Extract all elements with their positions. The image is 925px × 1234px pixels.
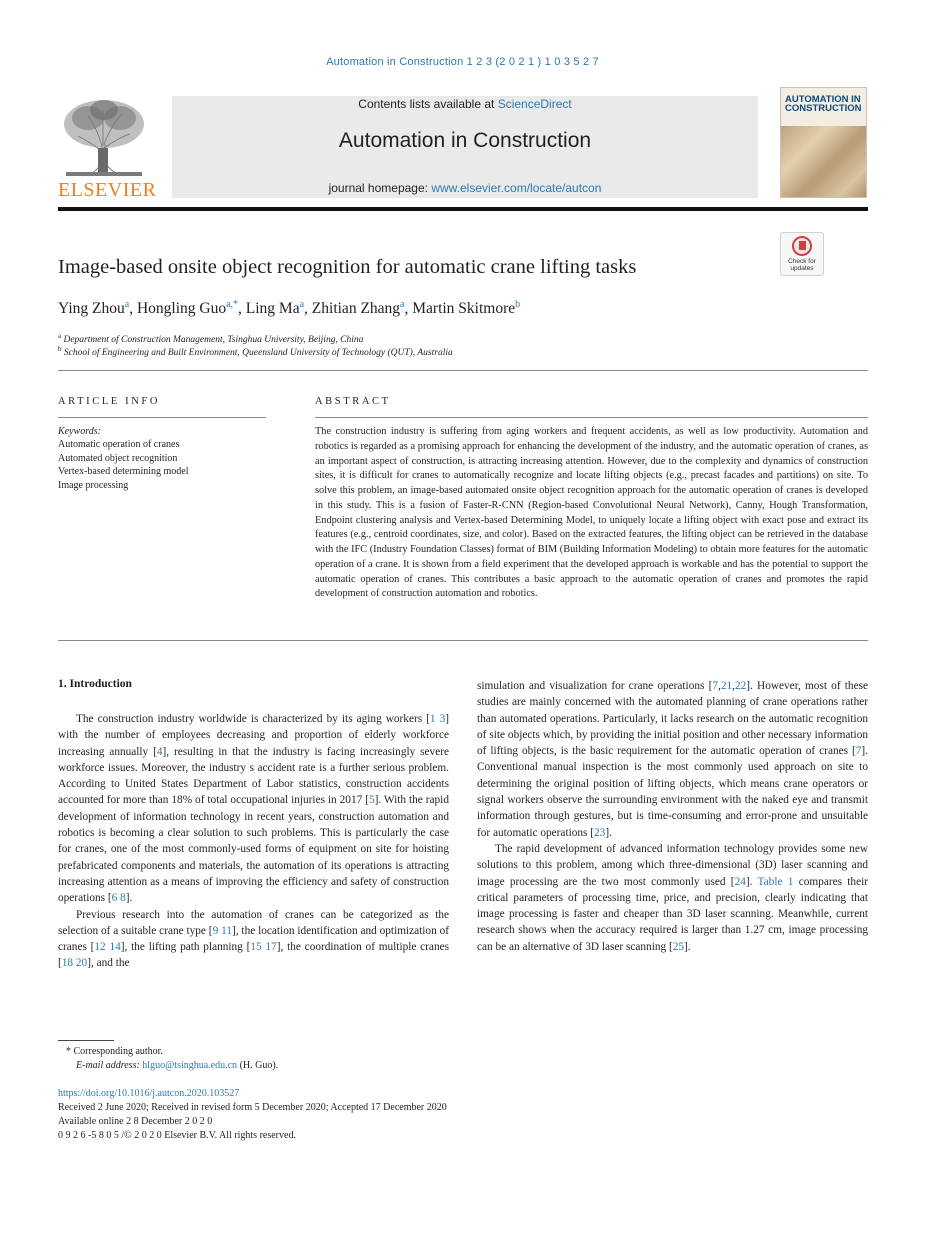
article-info-heading: ARTICLE INFO: [58, 396, 161, 407]
citation-link[interactable]: 7: [855, 745, 862, 758]
author[interactable]: Ying Zhou$^a$: [58, 299, 130, 317]
journal-banner: [172, 96, 758, 198]
email-link[interactable]: hlguo@tsinghua.edu.cn: [142, 1060, 238, 1071]
citation-link[interactable]: 22: [734, 680, 747, 692]
received-dates: Received 2 June 2020; Received in revised form 5 December 2020; Accepted 17 December 2020: [58, 1102, 447, 1113]
article-title: Image-based onsite object recognition for automatic crane lifting tasks: [58, 256, 637, 278]
keywords-block: [58, 425, 268, 492]
copyright: 0 9 2 6 -5 8 0 5 /© 2 0 2 0 Elsevier B.V. All rights reserved.: [58, 1130, 296, 1141]
badge-line1: Check for: [788, 258, 816, 265]
abstract-bottom-divider: [58, 640, 868, 641]
citation-link[interactable]: 15 17: [250, 941, 277, 954]
author[interactable]: Martin Skitmore$^b$: [412, 299, 521, 317]
elsevier-tree-icon: [58, 96, 150, 178]
email-line: [76, 1059, 278, 1073]
citation-link[interactable]: 21: [720, 680, 733, 692]
citation-link[interactable]: 18 20: [61, 957, 88, 970]
journal-reference-link[interactable]: Automation in Construction 1 2 3 (2 0 2 1 ) 1 0 3 5 2 7: [326, 56, 599, 68]
homepage-line: [172, 181, 758, 195]
body-column-left: [58, 711, 449, 972]
keyword[interactable]: Image processing: [58, 479, 129, 491]
citation-link[interactable]: Table 1: [757, 875, 794, 888]
cover-title-line2: CONSTRUCTION: [785, 103, 862, 114]
citation-link[interactable]: 7: [712, 680, 719, 692]
affiliation: $^b$ School of Engineering and Built Environment, Queensland University of Technology (QUT), Australia: [58, 345, 453, 358]
keyword[interactable]: Vertex-based determining model: [58, 466, 189, 478]
author-list: Ying Zhou$^a$, Hongling Guo$^{a,*}$, Ling Ma$^a$, Zhitian Zhang$^a$, Martin Skitmore$^b$: [58, 299, 521, 317]
journal-cover-thumbnail[interactable]: [780, 87, 867, 198]
affiliation: $^a$ Department of Construction Management, Tsinghua University, Beijing, China: [58, 332, 364, 345]
author[interactable]: Zhitian Zhang$^a$: [311, 299, 405, 317]
author[interactable]: Ling Ma$^a$: [245, 299, 305, 317]
paragraph: The rapid development of advanced information technology provides some new solutions to this problem, among which three-dimensional (3D) laser scanning and image processing are the two most commonly used [24]. Table 1 compares their critical parameters of processing time, price, and precision, clearly indicating that image processing is faster and cheaper than 3D laser scanning. Meanwhile, current research shows when the accuracy required is larger than 1.27 cm, image processing can be an alternative of 3D laser scanning [25].: [477, 842, 868, 953]
section-heading-introduction: 1. Introduction: [58, 678, 132, 690]
paragraph: The construction industry worldwide is characterized by its aging workers [1 3] with the number of employees decreasing and proportion of elderly workforce increasing annually [4], resulting in that the industry is facing increasingly severe workforce issues. Moreover, the industry s accident rate is a further serious problem. According to United States Department of Labor statistics, construction accidents accounted for more than 18% of total occupational injuries in 2017 [5]. With the rapid development of information technology in recent years, construction automation and robotics is becoming a clear solution to such problems. This is particularly the case for cranes, one of the most commonly-used forms of equipment on site for hoisting prefabricated components and materials, the automation of its operations is attracting increasing attention as a means of improving the efficiency and safety of construction operations [6 8].: [58, 713, 449, 905]
paragraph: simulation and visualization for crane operations [7,21,22]. However, most of these studies are mainly concerned with the automated planning of crane operations rather than automated operations. Particularly, it lacks research on the automatic recognition of site objects which, by providing the initial position and other necessary information of lifting objects, is the basic requirement for the automatic operation of cranes [7]. Conventional manual inspection is the most commonly used approach on site to determining the original position of lifting objects, which means crane operators or signal workers observe the surrounding environment with the naked eye and transmit information through gestures, but is time-consuming and error-prone and unsuitable for automatic operations [23].: [477, 680, 868, 839]
cover-title-line1: AUTOMATION IN: [785, 94, 861, 105]
email-label: E-mail address:: [76, 1060, 143, 1071]
citation-link[interactable]: 24: [734, 875, 746, 888]
header-divider: [58, 207, 868, 211]
contents-prefix: Contents lists available at: [358, 97, 498, 111]
sciencedirect-link[interactable]: ScienceDirect: [497, 97, 572, 111]
doi-link[interactable]: https://doi.org/10.1016/j.autcon.2020.103527: [58, 1088, 240, 1099]
abstract-text: The construction industry is suffering from aging workers and frequent accidents, as well as low productivity. Automation and robotics is regarded as a promising approach for enhancing the development of the industry, and the automatic operation of cranes, as an important aspect of construction, is attracting increasing attention. However, due to the complexity and dynamics of construction sites, it is difficult for cranes to automatically recognize and locate lifting objects (e.g., precast facades and partitions) on site. To solve this problem, an image-based automated onsite object recognition approach for the automatic operation of cranes is developed in this study. This is a fusion of Faster-R-CNN (Region-based Convolutional Neural Network), Canny, Hough Transformation, Endpoint clustering analysis and Vertex-based Determining Model, to uniquely locate a lifting object with exact pose and extract its features (e.g., centroid coordinates, size, and color). Based on the extracted features, the lifting object can be retrieved in the database with the IFC (Industry Foundation Classes) format of BIM (Building Information Modeling) to obtain more features for the automatic operation of a crane. It is shown from a field experiment that the developed approach is workable and has the potential to support the automatic operation of cranes. This contributes a basic approach to the automatic operation of cranes and promotes the rapid development of construction automation and robotics.: [315, 426, 868, 600]
footnote-divider: [58, 1040, 114, 1041]
contents-line: [172, 97, 758, 111]
citation-link[interactable]: 9 11: [212, 924, 232, 937]
elsevier-logo[interactable]: [58, 96, 157, 201]
badge-line2: updates: [790, 265, 814, 272]
check-for-updates-button[interactable]: [780, 232, 824, 276]
journal-title: Automation in Construction: [338, 129, 592, 152]
author[interactable]: Hongling Guo$^{a,*}$: [136, 299, 239, 317]
citation-link[interactable]: 23: [594, 826, 606, 839]
citation-link[interactable]: 5: [368, 794, 375, 807]
article-info-divider: [58, 417, 266, 418]
cover-image: [781, 126, 867, 198]
body-column-right: [477, 678, 868, 955]
elsevier-wordmark: ELSEVIER: [58, 179, 157, 201]
cover-title: [785, 95, 862, 113]
homepage-prefix: journal homepage:: [328, 181, 432, 195]
keywords-label: Keywords:: [58, 426, 101, 437]
homepage-link[interactable]: www.elsevier.com/locate/autcon: [431, 181, 602, 195]
abstract-divider: [315, 417, 868, 418]
available-online: Available online 2 8 December 2 0 2 0: [58, 1116, 213, 1127]
citation-link[interactable]: 6 8: [111, 892, 126, 905]
paragraph: Previous research into the automation of cranes can be categorized as the selection of a suitable crane type [9 11], the location identification and optimization of cranes [12 14], the lifting path planning [15 17], the coordination of multiple cranes [18 20], and the: [58, 908, 450, 970]
bookmark-icon: [799, 241, 806, 250]
keyword[interactable]: Automatic operation of cranes: [58, 439, 180, 451]
check-for-updates-label: [781, 258, 823, 272]
citation-link[interactable]: 1 3: [429, 713, 446, 725]
abstract-heading: ABSTRACT: [315, 396, 391, 407]
keyword[interactable]: Automated object recognition: [58, 452, 178, 464]
corresponding-author-note: * Corresponding author.: [66, 1046, 163, 1057]
citation-link[interactable]: 12 14: [94, 941, 121, 954]
email-suffix: (H. Guo).: [237, 1060, 279, 1071]
citation-link[interactable]: 4: [156, 745, 163, 758]
citation-link[interactable]: 25: [672, 940, 685, 953]
section-divider: [58, 370, 868, 371]
